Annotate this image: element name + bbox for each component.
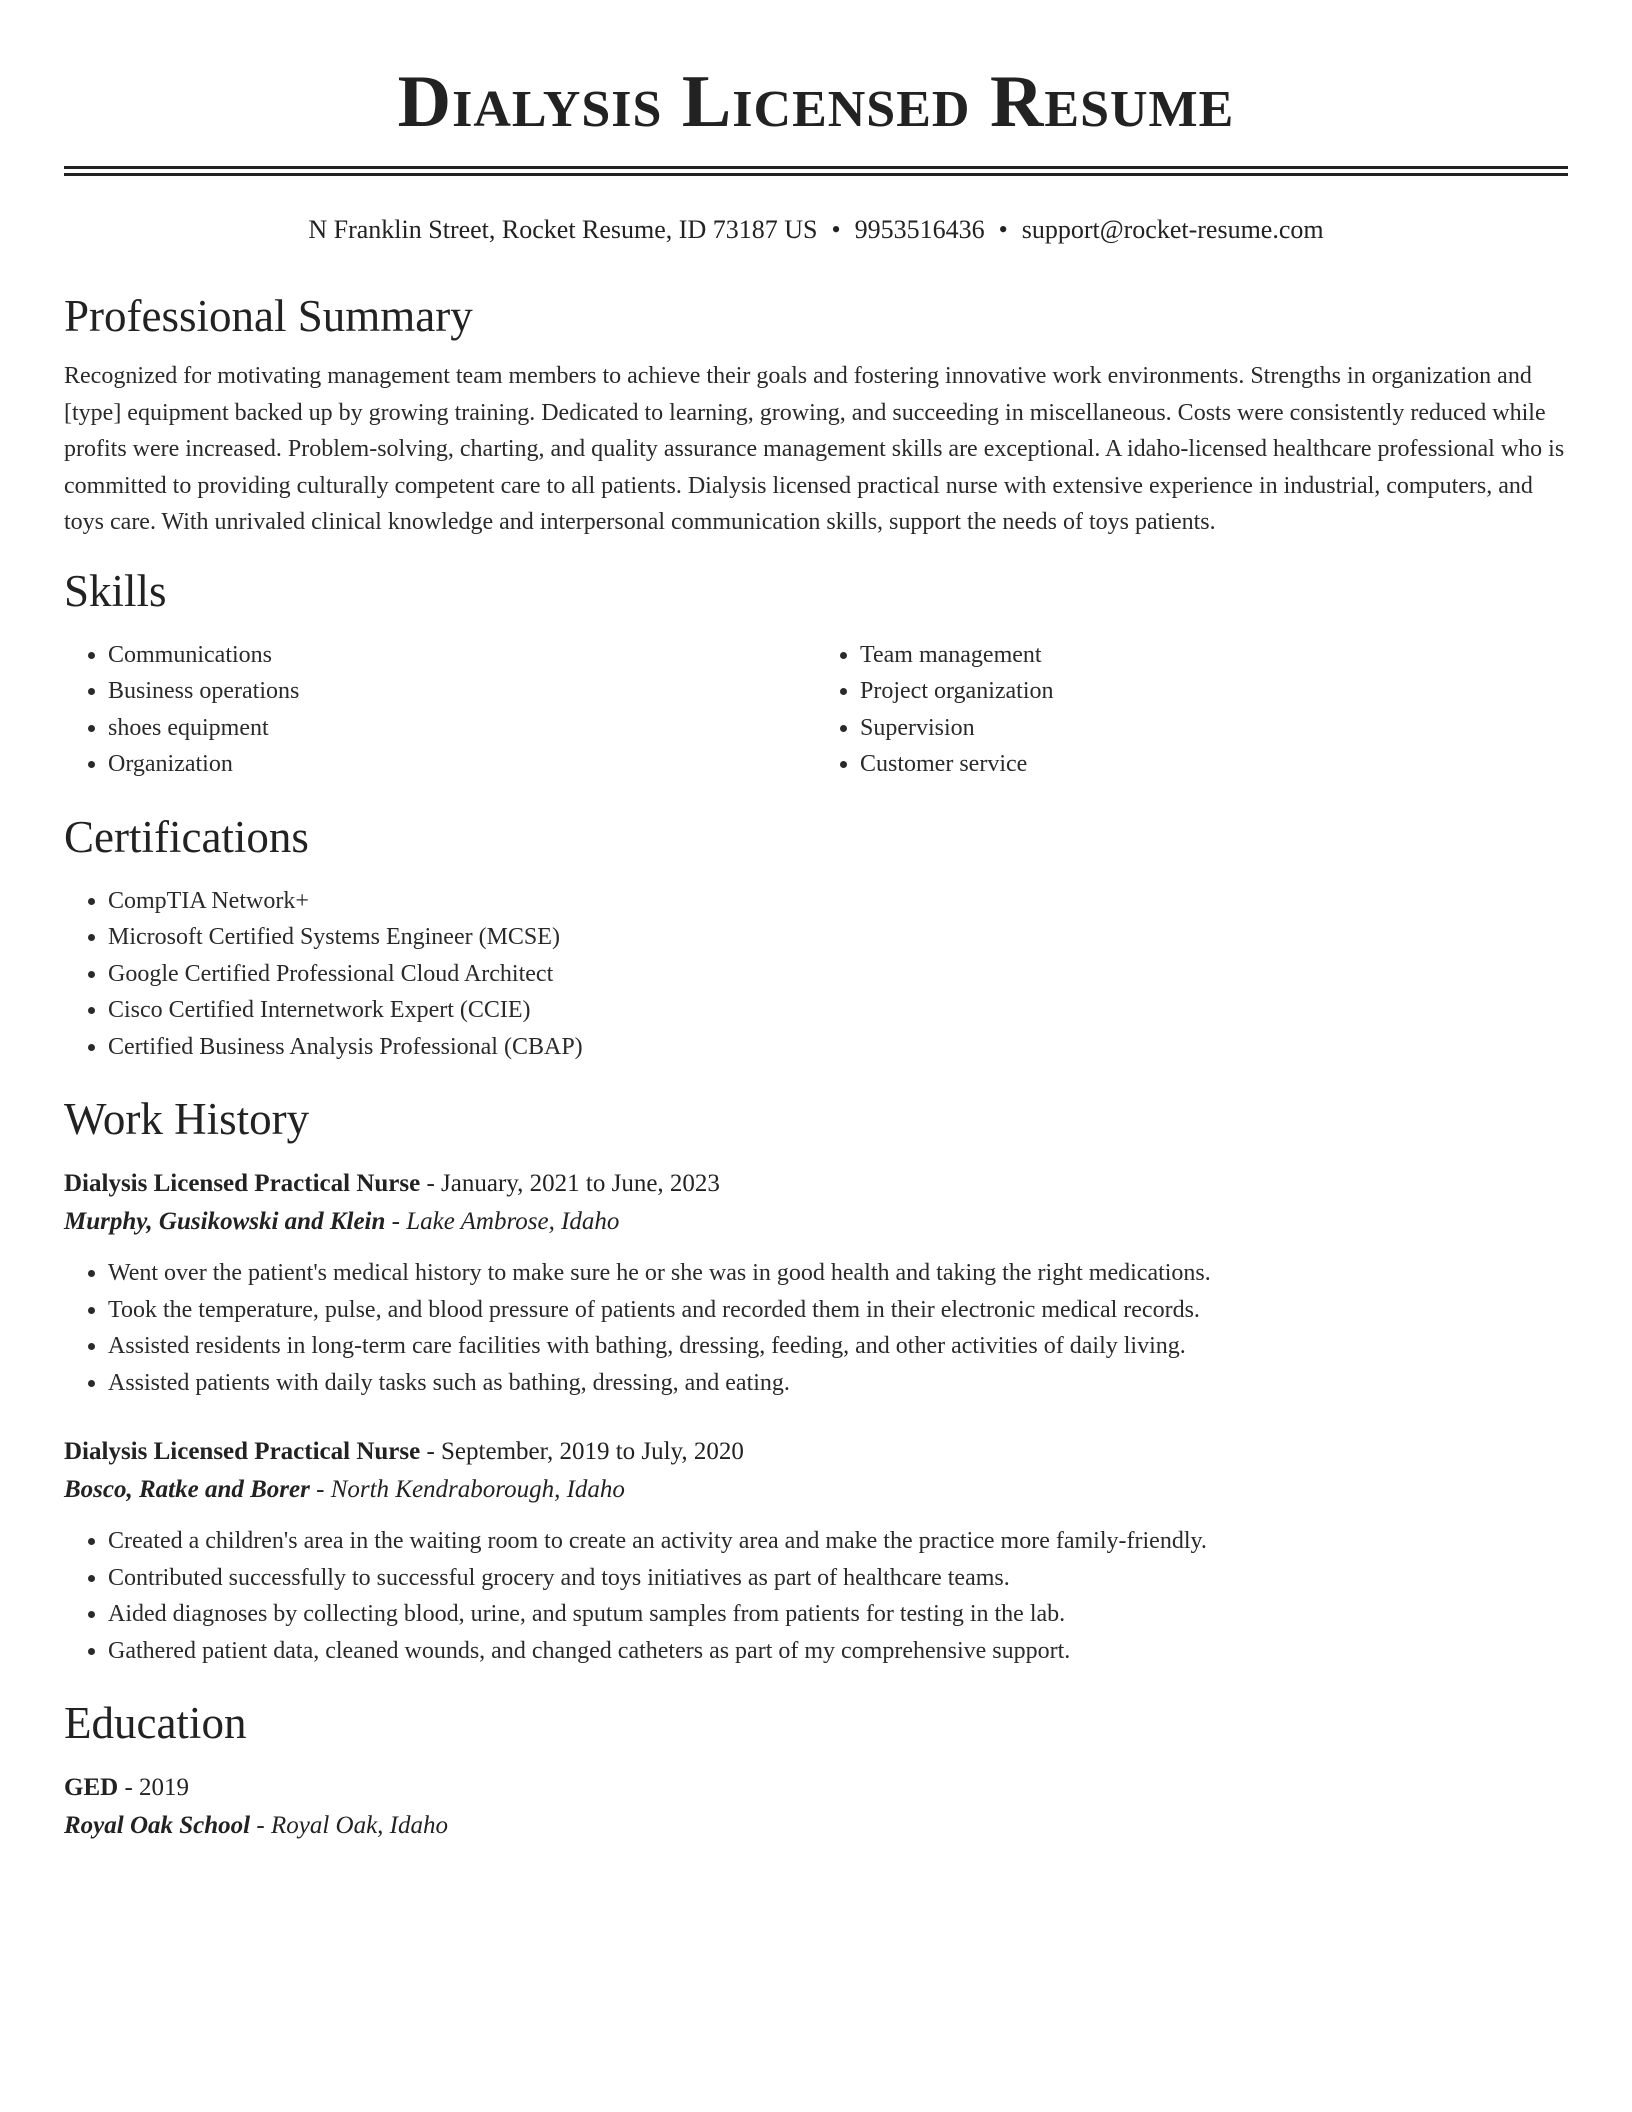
contact-line <box>64 212 1568 248</box>
job-title-line: Dialysis Licensed Practical Nurse - January, 2021 to June, 2023 <box>64 1170 720 1197</box>
job-duty: • Created a children's area in the waiting room to create an activity area and make the practice more family-friendly. <box>108 1523 1568 1560</box>
job-entry <box>64 1165 1568 1401</box>
education-heading: Education <box>64 1698 247 1748</box>
employer-line: Murphy, Gusikowski and Klein - Lake Ambrose, Idaho <box>64 1208 620 1235</box>
education-section <box>64 1695 1568 1845</box>
skills-grid <box>64 637 1568 783</box>
job-dates: January, 2021 to June, 2023 <box>441 1170 720 1197</box>
certification-item: • Microsoft Certified Systems Engineer (MCSE) <box>108 919 1568 956</box>
job-title: Dialysis Licensed Practical Nurse <box>64 1438 421 1465</box>
employer-location: North Kendraborough, Idaho <box>330 1476 625 1503</box>
job-title: Dialysis Licensed Practical Nurse <box>64 1170 421 1197</box>
certification-item: • Certified Business Analysis Professional (CBAP) <box>108 1029 1568 1066</box>
skills-column-right <box>816 637 1568 783</box>
certification-item: • CompTIA Network+ <box>108 883 1568 920</box>
degree-line: GED - 2019 <box>64 1774 190 1801</box>
summary-section <box>64 288 1568 541</box>
contact-phone: 9953516436 <box>854 215 985 244</box>
employer-name: Murphy, Gusikowski and Klein <box>64 1208 386 1235</box>
job-duty: • Assisted residents in long-term care facilities with bathing, dressing, feeding, and other activities of daily living. <box>108 1328 1568 1365</box>
school-line: Royal Oak School - Royal Oak, Idaho <box>64 1812 448 1839</box>
skill-item: • Project organization <box>860 673 1568 710</box>
certifications-heading: Certifications <box>64 811 309 862</box>
certifications-section <box>64 809 1568 1066</box>
school-name: Royal Oak School <box>64 1812 251 1839</box>
certifications-list <box>64 883 1568 1066</box>
resume-title: Dialysis Licensed Resume <box>397 61 1235 143</box>
summary-text: Recognized for motivating management team members to achieve their goals and fostering innovative work environments. Strengths in organization and [type] equipment backed up by growing training. Dedicated to learning, growing, and succeeding in miscellaneous. Costs were consistently reduced while profits were increased. Problem-solving, charting, and quality assurance management skills are exceptional. A idaho-licensed healthcare professional who is committed to providing culturally competent care to all patients. Dialysis licensed practical nurse with extensive experience in industrial, computers, and toys care. With unrivaled clinical knowledge and interpersonal communication skills, support the needs of toys patients. <box>64 363 1565 535</box>
title-divider <box>64 166 1568 176</box>
skill-item: • Customer service <box>860 746 1568 783</box>
work-history-section <box>64 1091 1568 1669</box>
skill-item: • Organization <box>108 746 816 783</box>
contact-separator: • <box>831 215 841 244</box>
job-duties-list <box>64 1523 1568 1669</box>
job-entry <box>64 1433 1568 1669</box>
job-duty: • Took the temperature, pulse, and blood pressure of patients and recorded them in their electronic medical records. <box>108 1292 1568 1329</box>
work-history-heading: Work History <box>64 1094 310 1144</box>
job-duty: • Went over the patient's medical history to make sure he or she was in good health and taking the right medications. <box>108 1255 1568 1292</box>
degree-name: GED <box>64 1774 119 1801</box>
employer-location: Lake Ambrose, Idaho <box>406 1208 620 1235</box>
employer-name: Bosco, Ratke and Borer <box>64 1476 310 1503</box>
employer-line: Bosco, Ratke and Borer - North Kendraborough, Idaho <box>64 1476 625 1503</box>
certification-item: • Google Certified Professional Cloud Architect <box>108 956 1568 993</box>
skill-item: • shoes equipment <box>108 710 816 747</box>
summary-heading: Professional Summary <box>64 291 473 341</box>
skills-heading: Skills <box>64 565 167 616</box>
job-duty: • Assisted patients with daily tasks such as bathing, dressing, and eating. <box>108 1365 1568 1402</box>
education-entry <box>64 1769 1568 1845</box>
skill-item: • Team management <box>860 637 1568 674</box>
certification-item: • Cisco Certified Internetwork Expert (CCIE) <box>108 992 1568 1029</box>
skill-item: • Business operations <box>108 673 816 710</box>
contact-email: support@rocket-resume.com <box>1021 215 1324 244</box>
job-duty: • Contributed successfully to successful grocery and toys initiatives as part of healthcare teams. <box>108 1560 1568 1597</box>
job-duty: • Gathered patient data, cleaned wounds, and changed catheters as part of my comprehensive support. <box>108 1633 1568 1670</box>
skills-section <box>64 563 1568 783</box>
contact-separator: • <box>998 215 1008 244</box>
job-dates: September, 2019 to July, 2020 <box>441 1438 744 1465</box>
job-duty: • Aided diagnoses by collecting blood, urine, and sputum samples from patients for testing in the lab. <box>108 1596 1568 1633</box>
degree-year: 2019 <box>139 1774 190 1801</box>
skill-item: • Communications <box>108 637 816 674</box>
contact-address: N Franklin Street, Rocket Resume, ID 73187 US <box>308 215 818 244</box>
job-title-line: Dialysis Licensed Practical Nurse - September, 2019 to July, 2020 <box>64 1438 744 1465</box>
skill-item: • Supervision <box>860 710 1568 747</box>
skills-column-left <box>64 637 816 783</box>
school-location: Royal Oak, Idaho <box>270 1812 448 1839</box>
job-duties-list <box>64 1255 1568 1401</box>
